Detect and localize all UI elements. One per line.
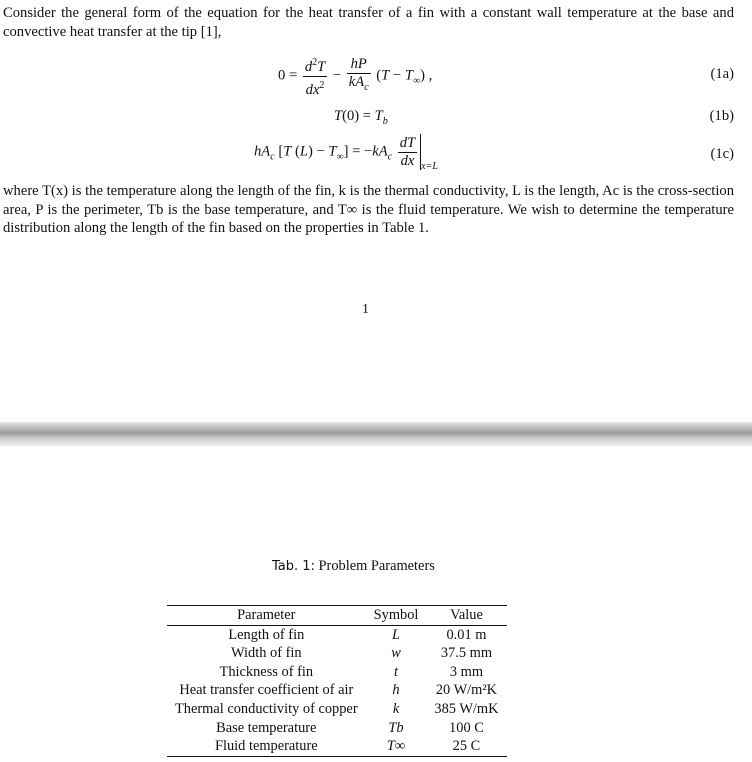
cell-parameter: Base temperature xyxy=(216,719,317,736)
table-caption-text: Problem Parameters xyxy=(318,558,435,574)
cell-parameter: Heat transfer coefficient of air xyxy=(179,682,354,699)
header-symbol: Symbol xyxy=(366,606,427,626)
table-row xyxy=(167,644,507,663)
cell-symbol: L xyxy=(392,626,401,643)
header-parameter: Parameter xyxy=(167,606,366,626)
cell-parameter: Fluid temperature xyxy=(214,738,318,755)
cell-value: 0.01 m xyxy=(446,626,487,643)
equation-1c: $hA_c$ [T $(L) - T_\infty] = -kA_c$ $\frac{dT}{dx}$ $_{x=L}$ xyxy=(254,134,438,173)
table-header-row xyxy=(167,606,507,626)
equation-1b: $T(0) = T_b$ xyxy=(334,108,388,127)
table-row xyxy=(167,663,507,682)
cell-value: 37.5 mm xyxy=(440,645,493,662)
equation-label-1c: (1c) xyxy=(710,146,734,162)
cell-value: 3 mm xyxy=(449,663,484,680)
cell-parameter: Width of fin xyxy=(231,645,302,662)
table-caption-label: Tab. 1: xyxy=(272,559,315,574)
cell-symbol: k xyxy=(392,700,400,717)
page-number: 1 xyxy=(362,302,369,317)
cell-value: 385 W/mK xyxy=(434,700,499,717)
table-row xyxy=(167,700,507,719)
cell-value: 25 C xyxy=(452,738,481,755)
where-paragraph: where T(x) is the temperature along the length of the fin, k is the thermal conductivity, L is the length, Ac is the cross-section area, P is the perimeter, Tb is the base temperature, and T∞ is the fluid temperature. We wish to determine the temperature distribution along the length of the fin based on the properties in Table 1. xyxy=(3,183,734,237)
table-row xyxy=(167,719,507,738)
equation-label-1b: (1b) xyxy=(709,108,734,124)
header-value: Value xyxy=(426,606,506,626)
table-row xyxy=(167,625,507,644)
document-page-2 xyxy=(0,446,752,762)
cell-parameter: Length of fin xyxy=(228,626,305,643)
intro-paragraph: Consider the general form of the equation for the heat transfer of a fin with a constant wall temperature at the base and convective heat transfer at the tip [1], xyxy=(3,5,734,40)
equation-label-1a: (1a) xyxy=(710,66,734,82)
cell-symbol: T∞ xyxy=(386,738,406,755)
equation-1a: 0 = $\frac{d^2T}{dx^2}$ − $\frac{hP}{kA_c}$ $(T - T_\infty)$ , xyxy=(278,54,432,99)
table-caption xyxy=(272,558,435,575)
cell-symbol: w xyxy=(391,645,401,662)
cell-parameter: Thickness of fin xyxy=(219,663,314,680)
table-row xyxy=(167,681,507,700)
cell-value: 100 C xyxy=(449,719,484,736)
cell-parameter: Thermal conductivity of copper xyxy=(175,700,358,717)
cell-symbol: Tb xyxy=(388,719,404,736)
cell-symbol: t xyxy=(394,663,399,680)
table-row xyxy=(167,737,507,756)
cell-value: 20 W/m²K xyxy=(435,682,498,699)
parameters-table xyxy=(167,605,507,757)
cell-symbol: h xyxy=(392,682,400,699)
page-separator xyxy=(0,422,752,446)
